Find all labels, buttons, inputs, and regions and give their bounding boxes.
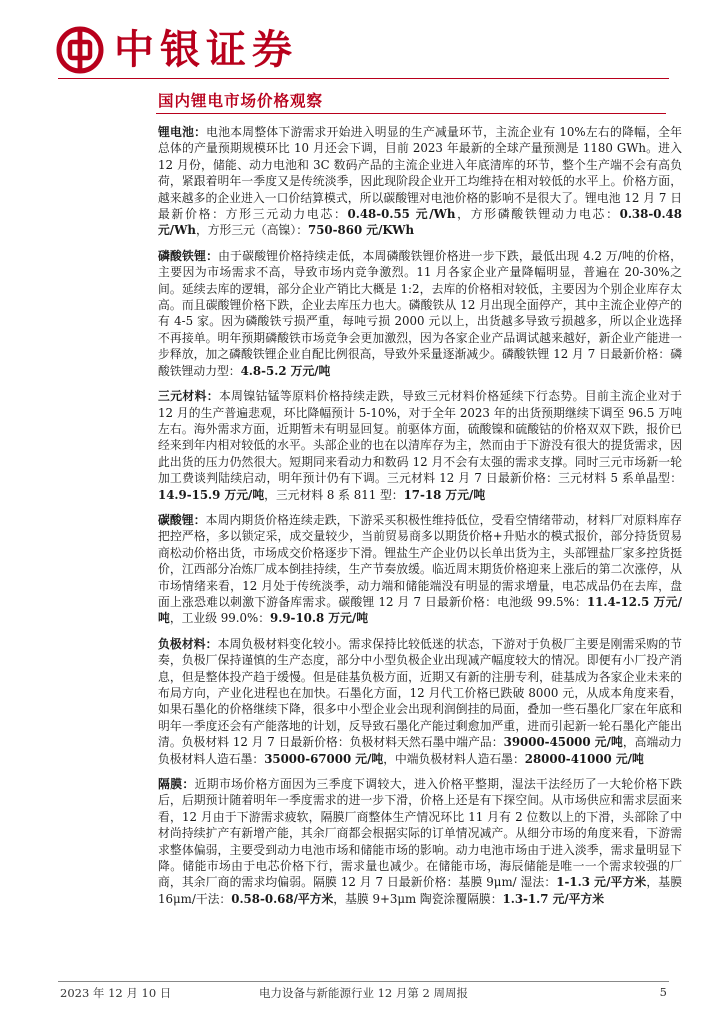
section-title: 国内锂电市场价格观察 xyxy=(158,92,324,110)
brand-name: 中银证券 xyxy=(114,27,298,73)
paragraph-text: 由于碳酸锂价格持续走低，本周磷酸铁锂价格进一步下跌，最低出现 4.2 万/吨的价格，主要因为市场需求不高，导致市场内竞争激烈。11 月各家企业产量降幅明显，普遍在 20-30%之间。延续去库的逻辑，部分企业产销比大概是 1:2，去库的价格相对较低，主要因为个别企业库存太高。而且碳酸锂价格下跌，企业去库压力也大。磷酸铁从 12 月出现全面停产，其中主流企业停产的有 4-5 家。因为磷酸铁亏损严重，每吨亏损 2000 元以上，出货越多导致亏损越多，所以企业选择不再接单。明年预期磷酸铁市场竞争会更加激烈，因为各家企业产品调试越来越好，新企业产能进一步释放，加之磷酸铁锂企业自配比例很高，导致外采量逐渐减少。磷酸铁锂 12 月 7 日最新价格：磷酸铁锂动力型： xyxy=(158,248,682,378)
paragraph-anode xyxy=(158,636,682,767)
paragraph-lithium-carbonate xyxy=(158,512,682,627)
price-value: 0.48-0.55 元/Wh xyxy=(347,207,456,222)
page-number: 5 xyxy=(659,985,667,999)
paragraph-ternary xyxy=(158,388,682,503)
paragraph-text: ，方形磷酸铁锂动力电芯： xyxy=(455,207,620,222)
price-value: 0.38-0.48 元/Wh xyxy=(158,207,682,238)
bank-of-china-logo-icon xyxy=(56,26,104,74)
price-value: 28000-41000 元/吨 xyxy=(524,751,644,766)
paragraph-text: ，基膜 16μm/干法： xyxy=(158,875,682,906)
price-value: 0.58-0.68/平方米 xyxy=(231,891,334,906)
paragraph-text: ，方形三元（高镍）： xyxy=(195,223,309,238)
paragraph-lead: 磷酸铁锂： xyxy=(158,248,219,263)
price-value: 4.8-5.2 万元/吨 xyxy=(240,363,331,378)
price-value: 9.9-10.8 万元/吨 xyxy=(270,611,368,626)
price-value: 14.9-15.9 万元/吨 xyxy=(158,487,265,502)
paragraph-text: 本周内期货价格连续走跌，下游采买积极性维持低位，受看空情绪带动，材料厂对原料库存把控严格，多以锁定采，成交量较少，当前贸易商多以期货价格+升贴水的模式报价，部分持货贸易商松动价格出货，市场成交价格逐步下滑。锂盐生产企业仍以长单出货为主，头部锂盐厂家多控货挺价，江西部分冶炼厂成本倒挂持续，生产节奏放缓。临近周末期货价格迎来上涨后的第二次涨停，从市场情绪来看，12 月处于传统淡季，动力端和储能端没有明显的需求增量，电芯成品仍在去库，盘面上涨恐难以刺激下游备库需求。碳酸锂 12 月 7 日最新价格：电池级 99.5%： xyxy=(158,512,682,609)
price-value: 39000-45000 元/吨 xyxy=(503,735,623,750)
paragraph-lfp xyxy=(158,248,682,379)
paragraph-lead: 隔膜： xyxy=(158,777,195,792)
paragraph-text: ，中端负极材料人造石墨： xyxy=(383,751,525,766)
section-title-divider xyxy=(156,113,666,114)
paragraph-lead: 碳酸锂： xyxy=(158,512,206,527)
paragraph-text: 近期市场价格方面因为三季度下调较大，进入价格平整期，湿法干法经历了一大轮价格下跌后，后期预计随着明年一季度需求的进一步下滑，价格上还是有下探空间。从市场供应和需求层面来看，12 月由于下游需求疲软，隔膜厂商整体生产情况环比 11 月有 2 位数以上的下滑，头部除了中材尚持续扩产有新增产能，其余厂商都会根据实际的订单情况减产。从细分市场的角度来看，下游需求整体偏弱，主要受到动力电池市场和储能市场的影响。动力电池市场由于进入淡季，需求量明显下降。储能市场由于电芯价格下行，需求量也减少。在储能市场，海辰储能是唯一一个需求较强的厂商，其余厂商的需求均偏弱。隔膜 12 月 7 日最新价格：基膜 9μm/ 湿法： xyxy=(158,777,682,890)
price-value: 750-860 元/KWh xyxy=(308,223,415,238)
paragraph-text: ，工业级 99.0%： xyxy=(169,611,271,626)
footer-divider xyxy=(58,981,669,982)
price-value: 35000-67000 元/吨 xyxy=(264,751,384,766)
paragraph-text: 本周负极材料变化较小。需求保持比较低迷的状态，下游对于负极厂主要是刚需采购的节奏，负极厂保持谨慎的生产态度，部分中小型负极企业出现减产幅度较大的情况。即便有小厂投产消息，但是整体投产趋于缓慢。但是硅基负极方面，近期又有新的注册专利，硅基成为各家企业未来的布局方向，产业化进程也在加快。石墨化方面，12 月代工价格已跌破 8000 元，从成本角度来看，如果石墨化的价格继续下降，很多中小型企业会出现利润倒挂的局面，叠加一些石墨化厂家在年底和明年一季度还会有产能落地的计划，反导致石墨化产能过剩愈加严重，进而引起新一轮石墨化产能出清。负极材料 12 月 7 日最新价格：负极材料天然石墨中端产品： xyxy=(158,636,682,750)
paragraph-text: 本周镍钴锰等原料价格持续走跌，导致三元材料价格延续下行态势。目前主流企业对于 12 月的生产普遍悲观，环比降幅预计 5-10%，对于全年 2023 年的出货预期继续下调至 96.5 万吨左右。海外需求方面，近期暂未有明显回复。前驱体方面，硫酸镍和硫酸钴的价格双双下跌，报价已经来到年内相对较低的水平。头部企业的也在以清库存为主，然而由于下游没有很大的提货需求，因此出货的压力仍然很大。短期同来看动力和数码 12 月不会有太强的需求支撑。同时三元市场新一轮加工费谈判陆续启动，明年预计仍有下调。三元材料 12 月 7 日最新价格：三元材料 5 系单晶型： xyxy=(158,389,682,486)
price-value: 11.4-12.5 万元/吨 xyxy=(158,594,682,626)
report-title: 电力设备与新能源行业 12 月第 2 周周报 xyxy=(258,986,469,1000)
paragraph-lead: 负极材料： xyxy=(158,636,218,651)
paragraph-text: ，基膜 9+3μm 陶瓷涂覆隔膜： xyxy=(333,891,503,906)
paragraph-separator xyxy=(158,776,682,907)
paragraph-text: ，三元材料 8 系 811 型： xyxy=(264,487,404,502)
price-value: 1-1.3 元/平方米 xyxy=(556,875,647,890)
report-body xyxy=(158,124,682,907)
report-date: 2023 年 12 月 10 日 xyxy=(60,986,172,1000)
price-value: 1.3-1.7 元/平方米 xyxy=(502,891,605,906)
paragraph-lithium-battery xyxy=(158,124,682,239)
paragraph-text: ，高端动力负极材料人造石墨： xyxy=(158,735,682,766)
price-value: 17-18 万元/吨 xyxy=(403,487,486,502)
paragraph-text: 电池本周整体下游需求开始进入明显的生产减量环节，主流企业有 10%左右的降幅，全年总体的产量预期规模环比 10 月还会下调，目前 2023 年最新的全球产量预测是 1180 GWh。进入 12 月份，储能、动力电池和 3C 数码产品的主流企业进入年底清库的环节，整个生产端不会有高负荷，紧跟着明年一季度又是传统淡季，因此现阶段企业开工均维持在相对较低的水平上。价格方面，越来越多的企业进入一口价结算模式，所以碳酸锂对电池价格的影响不是很大了。锂电池 12 月 7 日最新价格：方形三元动力电芯： xyxy=(158,125,682,222)
page-header xyxy=(56,22,298,78)
paragraph-lead: 锂电池： xyxy=(158,125,207,139)
header-divider xyxy=(58,78,669,79)
paragraph-lead: 三元材料： xyxy=(158,389,219,404)
